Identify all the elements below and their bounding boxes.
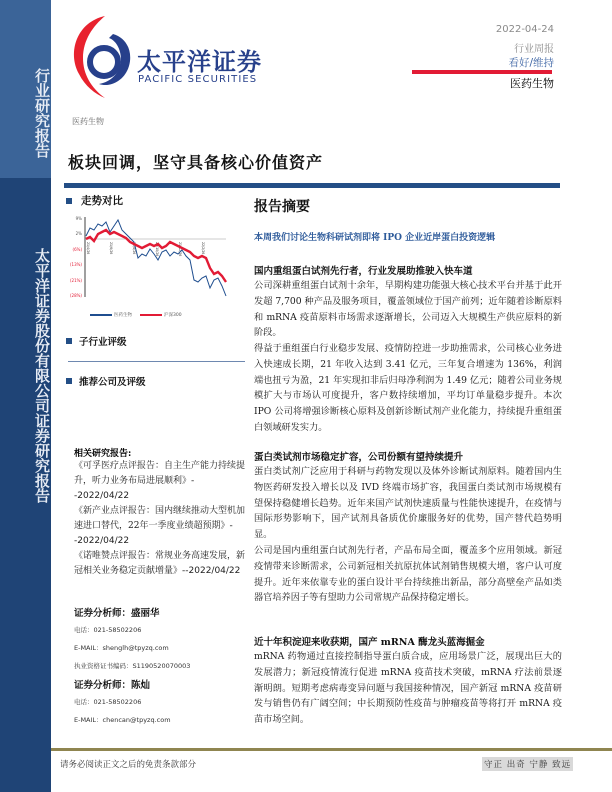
recommended-companies-heading [66, 374, 146, 388]
analyst-name: 证券分析师：陈灿 [74, 680, 151, 691]
industry-rating: 看好/维持 [508, 57, 554, 69]
logo-name-cn: 太平洋证券 [137, 48, 262, 76]
related-report-item[interactable]: 《可孚医疗点评报告：自主生产能力持续提升，听力业务布局进展顺利》--2022/04/22 [74, 461, 246, 501]
y-tick-label: 9% [75, 216, 82, 221]
x-tick-label: 22/2/26 [201, 242, 205, 255]
sidebar-company-label: 太平洋证券股份有限公司证券研究报告 [33, 247, 51, 503]
abstract-subtitle: 本周我们讨论生物科研试剂即将 IPO 企业近岸蛋白投资逻辑 [254, 233, 496, 243]
pacific-securities-logo-icon [65, 12, 137, 102]
logo-name-en: PACIFIC SECURITIES [138, 74, 258, 85]
paragraph: mRNA 药物通过直接控制指导蛋白质合成，应用场景广泛，展现出巨大的发展潜力；新冠疫情流行促进 mRNA 疫苗技术突破，mRNA 疗法前景逐渐明朗。短期考虑病毒变异问题与我国接种情况，国产新冠 mRNA 疫苗研发与销售仍有广阔空间；中长期预防性疫苗与肿瘤疫苗等将打开 mRNA 疫苗市场空间。 [254, 651, 562, 726]
paragraph: 蛋白类试剂广泛应用于科研与药物发现以及体外诊断试剂原料。随着国内生物医药研发投入增长以及 IVD 终端市场扩容，我国蛋白类试剂市场规模有望保持稳健增长趋势。近年来国产试剂快速质量与性能快速提升，在疫情与国际形势影响下，国产试剂具备质优价廉服务好的优势，国产替代趋势明显。 [254, 466, 562, 541]
report-type: 行业周报 [514, 44, 554, 55]
header-sector: 医药生物 [510, 77, 554, 90]
paragraph: 公司是国内重组蛋白试剂先行者，产品布局全面，覆盖多个应用领域。新冠疫情带来诊断需求，公司新冠相关抗原抗体试剂销售规模大增，客户认可度提升。近年来依靠专业的蛋白设计平台持续推出新品，部分高壁垒产品如类器官培养因子等有望助力公司常规产品保持稳定增长。 [254, 545, 562, 604]
legend-item-pharma: 医药生物 [90, 312, 132, 318]
analyst-email[interactable]: E-MAIL：chencan@tpyzq.com [74, 716, 171, 724]
left-divider [68, 361, 245, 362]
x-tick-label: 21/4/26 [86, 242, 90, 255]
section-heading: 近十年积淀迎来收获期，国产 mRNA 酶龙头蓝海掘金 [254, 637, 485, 648]
chart-legend [90, 312, 190, 318]
legend-item-csi300: 沪深300 [140, 312, 182, 318]
x-tick-label: 21/8/26 [132, 242, 136, 255]
y-tick-label: 2% [75, 231, 82, 236]
x-tick-label: 21/10/26 [155, 242, 159, 257]
y-tick-label: (13%) [69, 262, 82, 267]
report-title: 板块回调，坚守具备核心价值资产 [68, 153, 324, 172]
title-divider [64, 183, 560, 188]
analyst-phone: 电话：021-58502206 [74, 626, 142, 634]
footer-disclaimer: 请务必阅读正文之后的免责条款部分 [60, 760, 197, 770]
report-date: 2022-04-24 [495, 24, 554, 35]
y-tick-label: (21%) [69, 278, 82, 283]
related-reports-heading: 相关研究报告: [74, 449, 132, 459]
analyst-license: 执业资格证书编码：S1190520070003 [74, 662, 191, 670]
bullet-square-icon [66, 378, 72, 384]
related-report-item[interactable]: 《新产业点评报告：国内继续推动大型机加速进口替代，22年一季度业绩超预期》--2022/04/22 [74, 506, 246, 546]
trend-heading-label: 走势对比 [81, 195, 123, 207]
section-heading: 蛋白类试剂市场稳定扩容，公司份额有望持续提升 [254, 452, 464, 463]
recommend-label: 推荐公司及评级 [79, 377, 146, 388]
analyst-name: 证券分析师：盛丽华 [74, 608, 160, 619]
legend-line-red-icon [140, 314, 162, 316]
sub-industry-rating-heading [66, 334, 127, 348]
bullet-square-icon [66, 198, 72, 204]
y-axis-labels [70, 216, 82, 298]
sector-tag: 医药生物 [72, 117, 104, 126]
related-report-item[interactable]: 《诺唯赞点评报告：常规业务高速发展，新冠相关业务稳定贡献增量》--2022/04/22 [74, 551, 246, 576]
abstract-heading: 报告摘要 [254, 199, 310, 215]
sub-rating-label: 子行业评级 [79, 337, 127, 348]
x-axis-labels [86, 242, 205, 256]
paragraph: 公司深耕重组蛋白试剂十余年，早期构建功能强大核心技术平台并基于此开发超 7,700 种产品及服务项目，覆盖领域位于国产前列；近年随着诊断原料和 mRNA 疫苗原料市场需求逐渐增长，公司迈入大规模生产供应原料的新阶段。 [254, 280, 562, 339]
x-tick-label: 21/12/26 [178, 242, 182, 257]
analyst-email[interactable]: E-MAIL：shenglh@tpyzq.com [74, 644, 169, 652]
header-divider [412, 70, 552, 74]
sidebar-report-category: 行业研究报告 [33, 68, 51, 158]
x-tick-label: 21/6/26 [109, 242, 113, 255]
legend-line-blue-icon [90, 314, 112, 316]
paragraph: 得益于重组蛋白行业稳步发展、疫情防控进一步助推需求，公司核心业务进入快速成长期，21 年收入达到 3.41 亿元，三年复合增速为 136%，利润端也扭亏为盈，21 年实现扣非后归母净利润为 1.49 亿元；随着公司业务规模扩大与市场认可度提升，客户数持续增加，平均订单量稳步提升。本次 IPO 公司将增强诊断核心原料及创新诊断试剂产业化能力，持续提升重组蛋白领域研发实力。 [254, 343, 562, 433]
y-tick-label: (28%) [69, 293, 82, 298]
section-heading: 国内重组蛋白试剂先行者，行业发展助推驶入快车道 [254, 266, 473, 277]
y-tick-label: (6%) [72, 247, 82, 252]
analyst-phone: 电话：021-58502206 [74, 698, 142, 706]
trend-comparison-heading [66, 193, 123, 208]
footer-divider [51, 748, 612, 751]
trend-chart [68, 212, 244, 300]
bullet-square-icon [66, 338, 72, 344]
company-logo [65, 12, 265, 102]
footer-motto: 守正 出奇 宁静 致远 [482, 757, 573, 771]
